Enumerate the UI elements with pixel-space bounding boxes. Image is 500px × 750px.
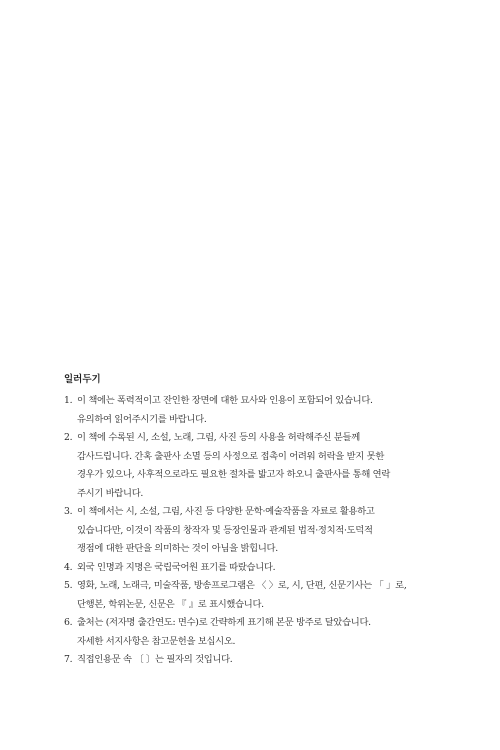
note-text	[77, 651, 424, 670]
note-line: 출처는 (저자명 출간연도: 면수)로 간략하게 표기해 본문 방주로 달았습니다.	[77, 617, 371, 628]
note-item-6	[64, 614, 424, 651]
note-number: 2.	[64, 432, 73, 443]
note-line: 단행본, 학위논문, 신문은 『 』로 표시했습니다.	[77, 598, 264, 610]
note-line: 이 책에는 폭력적이고 잔인한 장면에 대한 묘사와 인용이 포함되어 있습니다.	[77, 395, 373, 406]
note-item-3	[64, 503, 424, 559]
note-list	[64, 392, 424, 670]
note-line: 이 책에서는 시, 소설, 그림, 사진 등 다양한 문학·예술작품을 자료로 활용하고	[77, 506, 375, 517]
editorial-notes	[64, 373, 424, 670]
note-number: 3.	[64, 506, 73, 517]
note-line: 감사드립니다. 간혹 출판사 소멸 등의 사정으로 접촉이 어려워 허락을 받지 못한	[77, 450, 384, 462]
note-item-5	[64, 577, 424, 614]
note-item-4	[64, 559, 424, 578]
note-number: 6.	[64, 617, 73, 628]
note-item-7	[64, 651, 424, 670]
note-number: 7.	[64, 654, 73, 665]
note-number: 4.	[64, 561, 73, 573]
note-number: 1.	[64, 395, 73, 406]
note-item-2	[64, 429, 424, 503]
note-line: 영화, 노래, 노래극, 미술작품, 방송프로그램은 〈 〉로, 시, 단편, 신문기사는 「 」로,	[77, 580, 407, 591]
note-line: 경우가 있으나, 사후적으로라도 필요한 절차를 밟고자 하오니 출판사를 통해 연락	[77, 469, 391, 480]
note-line: 유의하여 읽어주시기를 바랍니다.	[77, 413, 207, 425]
note-text	[77, 614, 424, 651]
note-line: 외국 인명과 지명은 국립국어원 표기를 따랐습니다.	[77, 561, 276, 573]
note-number: 5.	[64, 580, 73, 591]
note-text	[77, 577, 424, 614]
note-line: 주시기 바랍니다.	[77, 487, 144, 499]
note-line: 자세한 서지사항은 참고문헌을 보십시오.	[77, 635, 236, 647]
note-line: 이 책에 수록된 시, 소설, 노래, 그림, 사진 등의 사용을 허락해주신 분들께	[77, 432, 360, 443]
note-line: 있습니다만, 이것이 작품의 창작자 및 등장인물과 관계된 법적·정치적·도덕적	[77, 524, 373, 536]
note-text	[77, 559, 424, 578]
note-text	[77, 503, 424, 559]
note-line: 쟁점에 대한 판단을 의미하는 것이 아님을 밝힙니다.	[77, 543, 278, 554]
note-line: 직접인용문 속 〔 〕는 필자의 것입니다.	[77, 654, 233, 665]
note-item-1	[64, 392, 424, 429]
notes-title: 일러두기	[64, 374, 101, 385]
note-text	[77, 392, 424, 429]
note-text	[77, 429, 424, 503]
